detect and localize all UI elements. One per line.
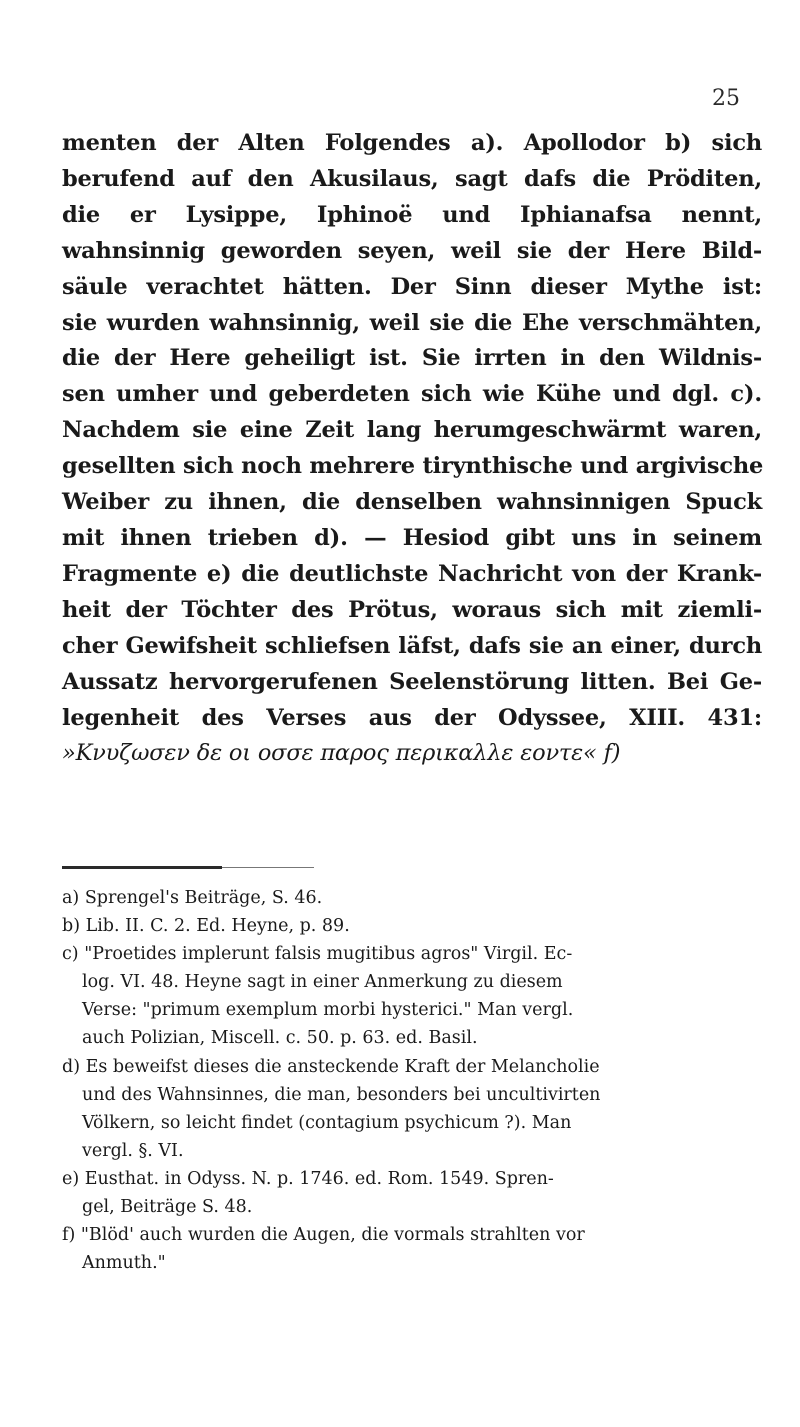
divider-rule [62,866,222,869]
text-line: berufend auf den Akusilaus, sagt dafs die Pröditen, [62,165,762,192]
text-line: cher Gewifsheit schliefsen läfst, dafs sie an einer, durch [62,632,762,659]
divider-rule-tail [222,867,314,868]
greek-quote-line: »Κνυζωσεν δε οι οσσε παρος περικαλλε εοντε« f) [62,740,621,767]
footnote-b [62,912,762,940]
footnote-e [62,1165,762,1221]
text-line: heit der Töchter des Prötus, woraus sich mit ziemli- [62,596,762,623]
text-line: Aussatz hervorgerufenen Seelenstörung litten. Bei Ge- [62,668,762,695]
footnote-line: e) Eusthat. in Odyss. N. p. 1746. ed. Rom. 1549. Spren- [62,1168,554,1189]
footnote-line: d) Es beweifst dieses die ansteckende Kraft der Melancholie [62,1056,600,1077]
footnote-d [62,1053,762,1165]
text-line: gesellten sich noch mehrere tirynthische und argivische [62,453,764,480]
text-line: Weiber zu ihnen, die denselben wahnsinnigen Spuck [62,489,762,516]
text-line: Fragmente e) die deutlichste Nachricht von der Krank- [62,560,762,587]
text-line: die der Here geheiligt ist. Sie irrten in den Wildnis- [62,345,762,372]
footnote-c [62,940,762,1052]
footnote-line: b) Lib. II. C. 2. Ed. Heyne, p. 89. [62,916,350,937]
text-line: wahnsinnig geworden seyen, weil sie der Here Bild- [62,237,762,264]
text-line: legenheit des Verses aus der Odyssee, XIII. 431: [62,704,762,731]
text-line: die er Lysippe, Iphinoë und Iphianafsa nennt, [62,201,762,228]
page-number: 25 [712,86,740,111]
footnote-line: gel, Beiträge S. 48. [82,1197,253,1218]
footnote-line: Anmuth." [82,1253,166,1274]
footnote-line: f) "Blöd' auch wurden die Augen, die vormals strahlten vor [62,1225,585,1246]
text-line: sie wurden wahnsinnig, weil sie die Ehe verschmähten, [62,309,762,336]
text-line: menten der Alten Folgendes a). Apollodor b) sich [62,130,762,156]
text-line: säule verachtet hätten. Der Sinn dieser Mythe ist: [62,273,762,300]
footnote-line: Völkern, so leicht findet (contagium psychicum ?). Man [82,1112,572,1133]
main-text [62,126,762,772]
footnote-line: auch Polizian, Miscell. c. 50. p. 63. ed. Basil. [82,1028,478,1049]
footnote-divider [62,864,762,872]
text-line: sen umher und geberdeten sich wie Kühe und dgl. c). [62,381,762,408]
footnote-line: c) "Proetides implerunt falsis mugitibus agros" Virgil. Ec- [62,944,573,965]
text-line: mit ihnen trieben d). — Hesiod gibt uns in seinem [62,524,762,551]
footnote-line: a) Sprengel's Beiträge, S. 46. [62,888,323,908]
text-line: Nachdem sie eine Zeit lang herumgeschwärmt waren, [62,417,762,444]
footnotes [62,884,762,1277]
footnote-line: log. VI. 48. Heyne sagt in einer Anmerkung zu diesem [82,972,563,993]
footnote-f [62,1221,762,1277]
footnote-line: vergl. §. VI. [82,1140,184,1161]
footnote-line: und des Wahnsinnes, die man, besonders bei uncultivirten [82,1084,601,1105]
footnote-a [62,884,762,912]
footnote-line: Verse: "primum exemplum morbi hysterici." Man vergl. [82,1000,574,1021]
